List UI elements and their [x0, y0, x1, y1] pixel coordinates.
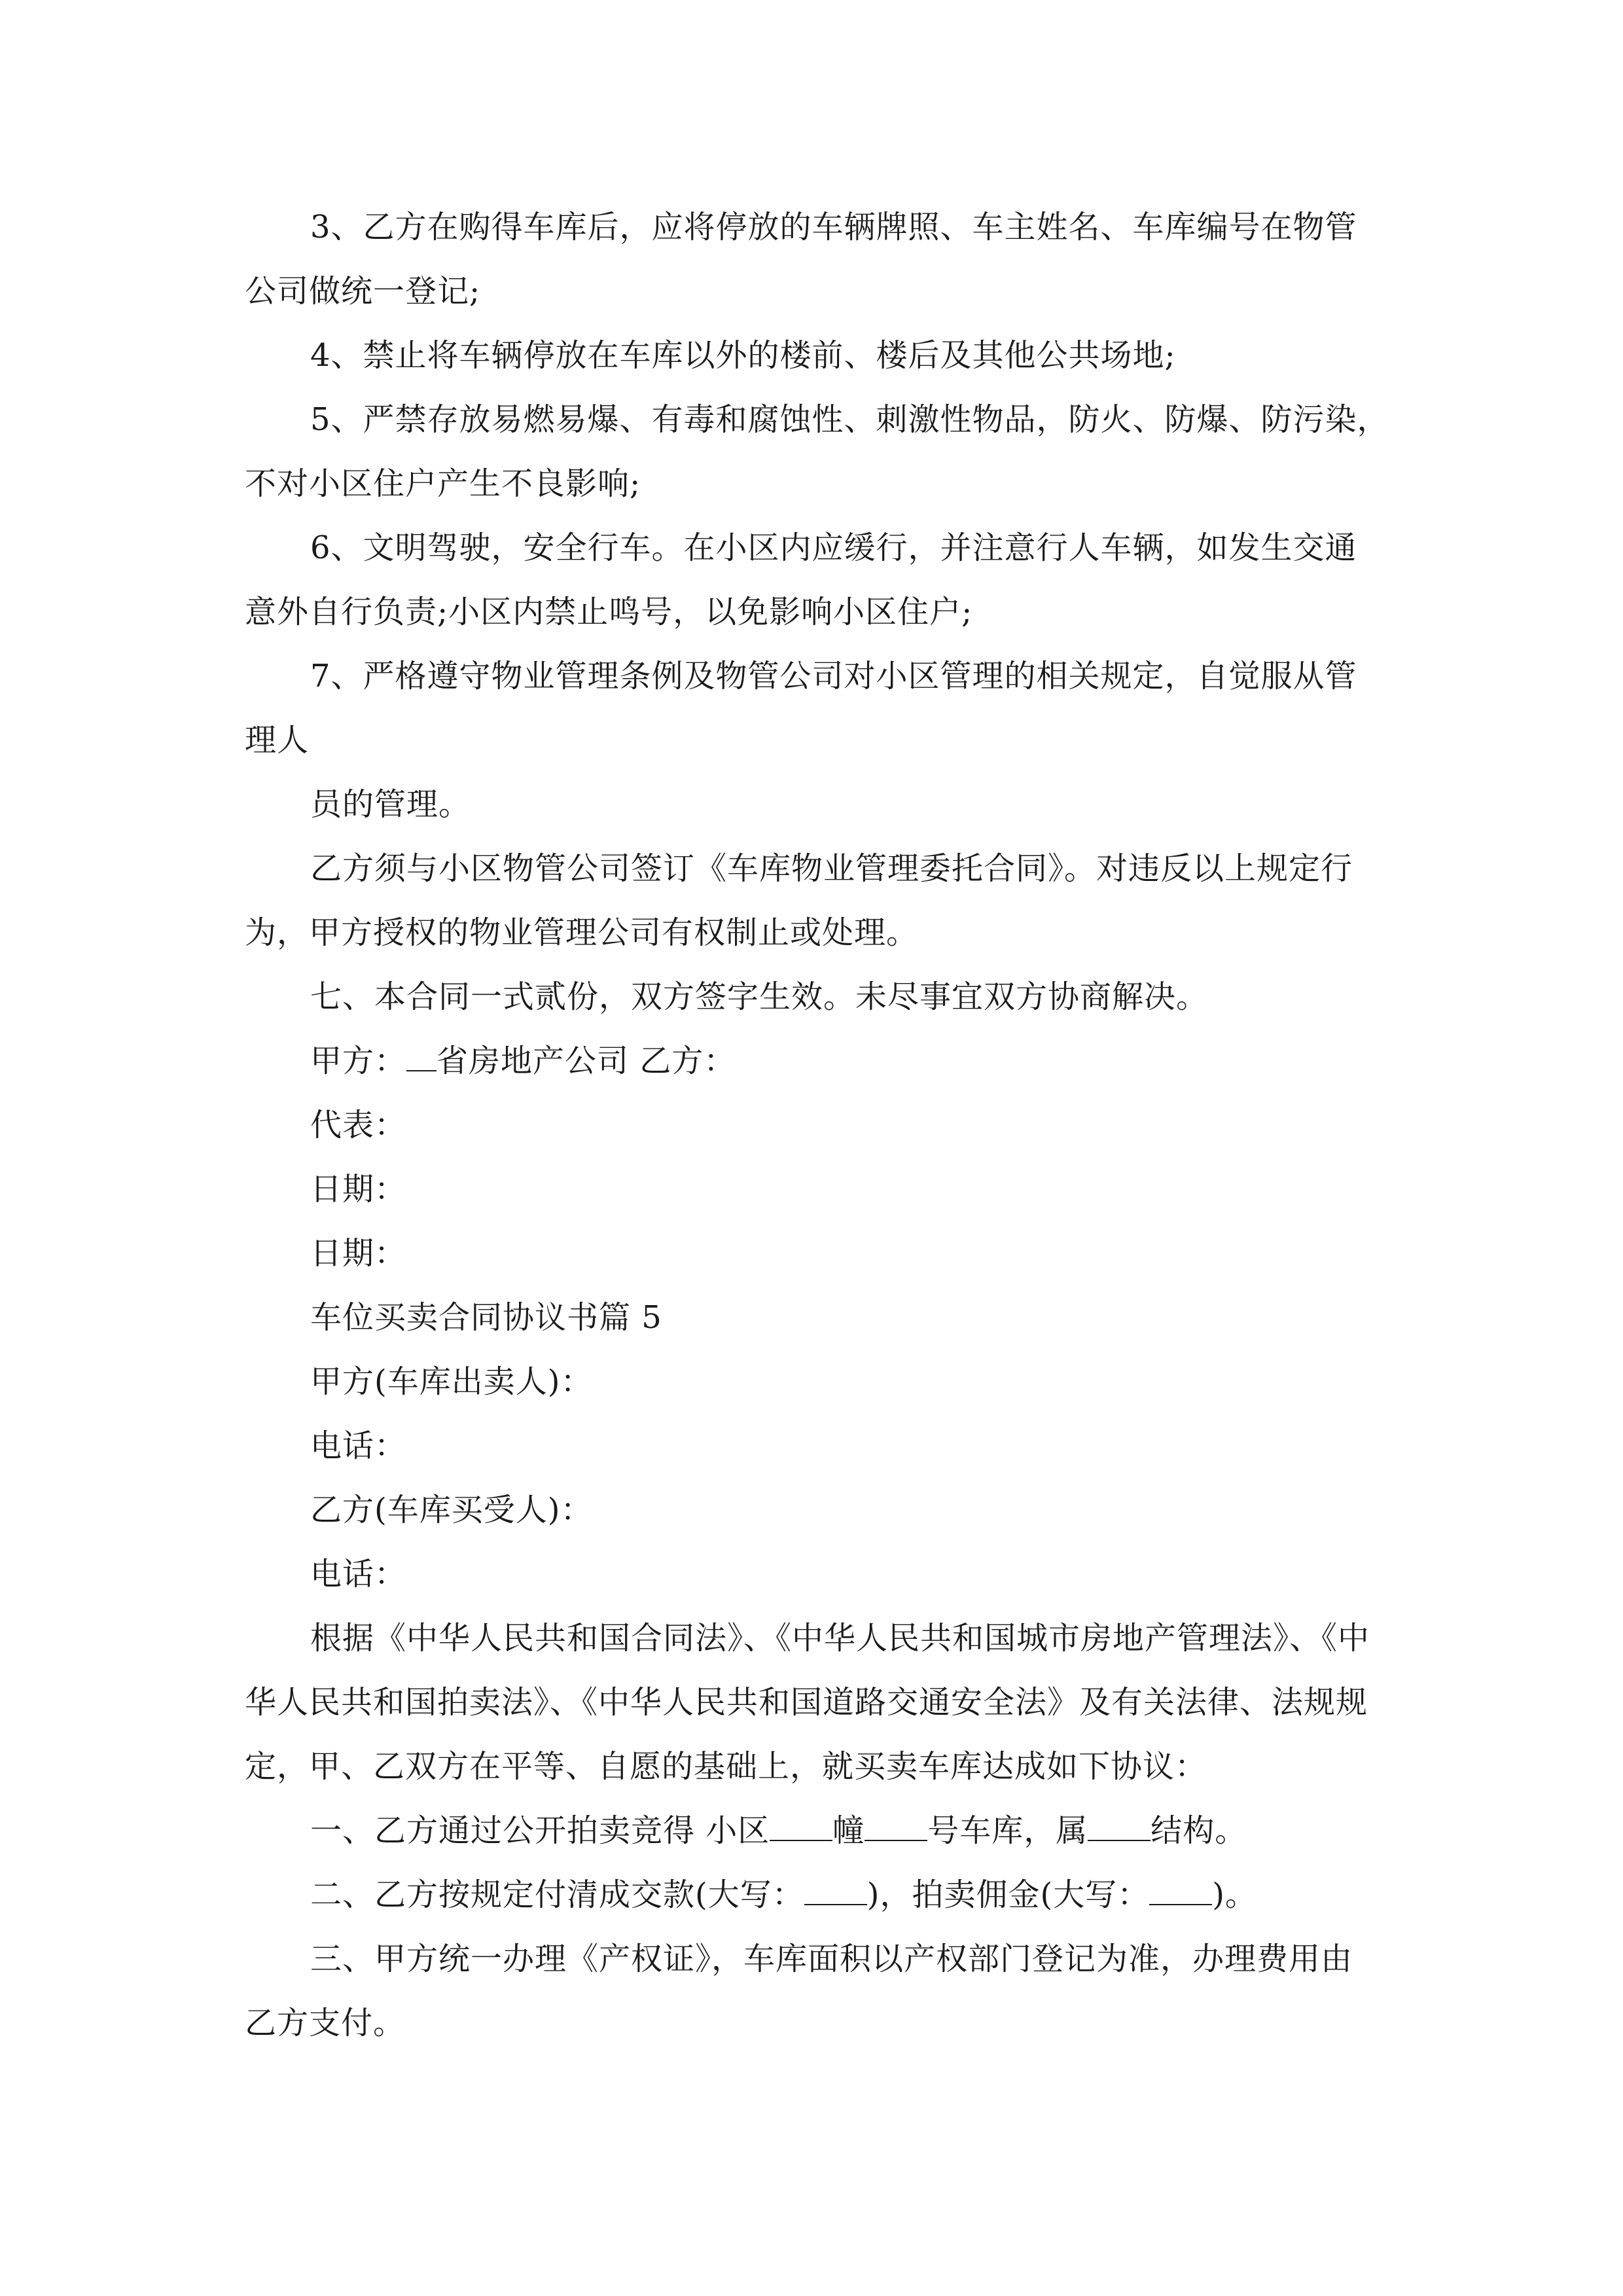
date-field: 日期：: [310, 1235, 407, 1272]
clause-one-text: 一、乙方通过公开拍卖竞得 小区: [310, 1812, 770, 1849]
garage-number-blank: [865, 1814, 927, 1841]
structure-blank: [1088, 1814, 1150, 1841]
clause-line: 3、乙方在购得车库后，应将停放的车辆牌照、车主姓名、车库编号在物管: [310, 209, 1357, 245]
party-a-line: [245, 1029, 1383, 1093]
clause-line: 乙方支付。: [245, 2005, 406, 2041]
representative-field: 代表：: [310, 1107, 407, 1143]
clause-line: 乙方须与小区物管公司签订《车库物业管理委托合同》。对违反以上规定行: [310, 850, 1353, 887]
legal-basis-line: 根据《中华人民共和国合同法》、《中华人民共和国城市房地产管理法》、《中: [310, 1620, 1370, 1657]
clause-line: 意外自行负责;小区内禁止鸣号，以免影响小区住户;: [245, 594, 973, 630]
price-blank: [804, 1878, 867, 1905]
party-a-suffix: 省房地产公司 乙方：: [437, 1043, 736, 1079]
phone-field: 电话：: [310, 1427, 407, 1464]
clause-line: 七、本合同一式贰份，双方签字生效。未尽事宜双方协商解决。: [310, 978, 1209, 1015]
buyer-field: 乙方(车库买受人)：: [310, 1492, 593, 1528]
legal-basis-line: 定，甲、乙双方在平等、自愿的基础上，就买卖车库达成如下协议：: [245, 1748, 1207, 1785]
clause-line: 7、严格遵守物业管理条例及物管公司对小区管理的相关规定，自觉服从管: [310, 658, 1357, 694]
clause-one-text: 幢: [832, 1812, 865, 1849]
clause-line: 不对小区住户产生不良影响;: [245, 465, 641, 502]
clause-line: 理人: [245, 722, 310, 759]
clause-line: 三、甲方统一办理《产权证》，车库面积以产权部门登记为准，办理费用由: [310, 1941, 1353, 1977]
section-title: 车位买卖合同协议书篇 5: [310, 1299, 662, 1336]
clause-line: 为，甲方授权的物业管理公司有权制止或处理。: [245, 914, 919, 951]
commission-blank: [1149, 1878, 1212, 1905]
clause-two-text: )。: [1212, 1876, 1257, 1913]
clause-two-text: 二、乙方按规定付清成交款(大写：: [310, 1876, 804, 1913]
document-body: [245, 195, 1389, 2055]
clause-line: 4、禁止将车辆停放在车库以外的楼前、楼后及其他公共场地;: [310, 337, 1176, 374]
clause-one: [245, 1799, 1383, 1863]
clause-one-text: 号车库，属: [927, 1812, 1088, 1849]
phone-field: 电话：: [310, 1556, 407, 1592]
clause-line: 6、文明驾驶，安全行车。在小区内应缓行，并注意行人车辆，如发生交通: [310, 529, 1357, 566]
party-a-blank: [406, 1044, 437, 1071]
clause-one-text: 结构。: [1150, 1812, 1247, 1849]
party-a-prefix: 甲方：: [310, 1043, 407, 1079]
date-field: 日期：: [310, 1171, 407, 1208]
building-blank: [770, 1814, 832, 1841]
clause-two-text: )，拍卖佣金(大写：: [866, 1876, 1150, 1913]
clause-line: 员的管理。: [310, 786, 471, 823]
clause-line: 5、严禁存放易燃易爆、有毒和腐蚀性、刺激性物品，防火、防爆、防污染，: [310, 401, 1389, 438]
clause-line: 公司做统一登记;: [245, 273, 481, 310]
clause-two: [245, 1863, 1383, 1927]
seller-field: 甲方(车库出卖人)：: [310, 1363, 593, 1400]
legal-basis-line: 华人民共和国拍卖法》、《中华人民共和国道路交通安全法》及有关法律、法规规: [245, 1684, 1368, 1721]
